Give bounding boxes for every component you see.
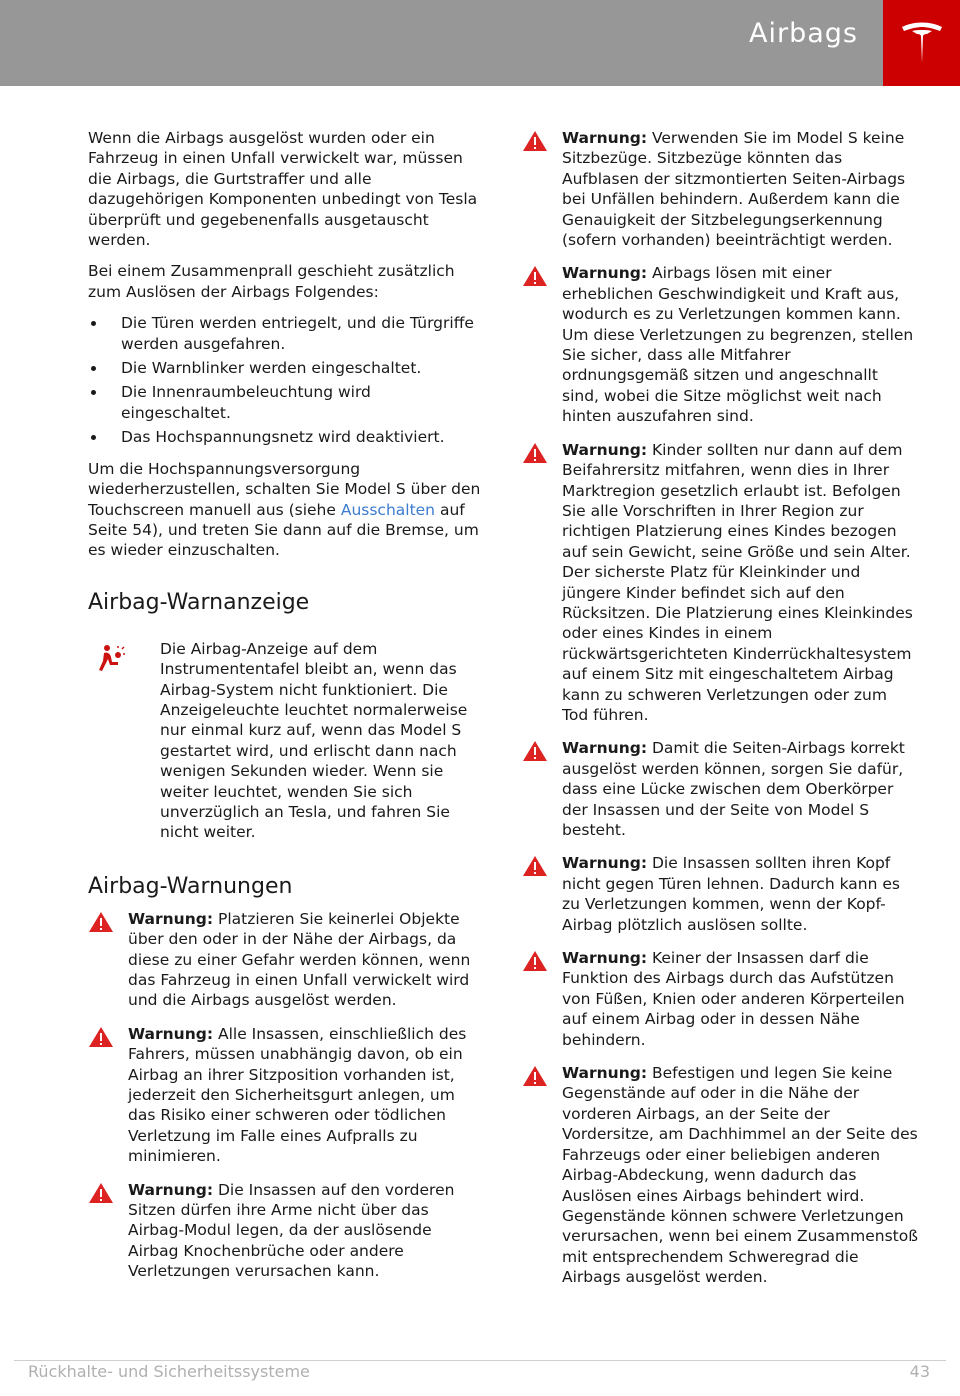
list-item: Das Hochspannungsnetz wird deaktiviert. [88,427,483,447]
warning-label: Warnung: [562,129,648,147]
warning-label: Warnung: [562,949,648,968]
heading-warnungen: Airbag-Warnungen [88,873,293,899]
warning-icon [522,265,548,287]
logo-box [883,0,960,86]
warning-label: Warnung: [562,739,648,758]
right-column [522,128,918,1301]
intro-paragraph: Wenn die Airbags ausgelöst wurden oder ein Fahrzeug in einen Unfall verwickelt war, müssen die Airbags, die Gurtstraffer und alle dazugehörigen Komponenten unbedingt von Tesla überprüft und gegebenenfalls ausgetauscht werden. [88,129,478,250]
heading-warnanzeige: Airbag-Warnanzeige [88,589,310,615]
warning-icon [522,855,548,877]
page-number: 43 [909,1362,930,1381]
warning-text: Befestigen und legen Sie keine Gegenstände auf oder in die Nähe der vorderen Airbags, an der Seite der Vordersitze, am Dachhimmel an der Seite des Fahrzeugs oder einer beliebigen anderen Airbag-Abdeckung, wenn dadurch das Auslösen eines Airbags behindert wird. Gegenstände können schwere Verletzungen verursachen, wenn bei einem Zusammenstoß mit entsprechendem Schweregrad die Airbags ausgelöst werden. [562,1064,919,1287]
footer-section: Rückhalte- und Sicherheitssysteme [28,1362,310,1381]
warning-block [522,128,918,250]
collision-intro: Bei einem Zusammenprall geschieht zusätzlich zum Auslösen der Airbags Folgendes: [88,262,455,301]
warning-block [88,909,483,1011]
list-item: Die Innenraumbeleuchtung wird eingeschaltet. [88,382,483,423]
indicator-block [88,639,483,843]
tesla-logo-icon [900,19,944,67]
collision-list [88,313,483,447]
warning-text: Platzieren Sie keinerlei Objekte über den oder in der Nähe der Airbags, da diese zu einer Gefahr werden können, wenn das Fahrzeug in einen Unfall verwickelt wird und die Airbags ausgelöst werden. [128,909,471,1010]
warning-block [522,440,918,726]
page-title: Airbags [749,18,858,49]
warning-label: Warnung: [128,1024,214,1043]
warning-block [522,853,918,935]
warning-block [88,1024,483,1167]
warning-label: Warnung: [562,854,648,873]
warning-text: Keiner der Insassen darf die Funktion des Airbags durch das Aufstützen von Füßen, Knien oder anderen Körperteilen auf einem Airbag oder in dessen Nähe behindern. [562,949,905,1049]
warning-icon [522,442,548,464]
warning-icon [522,130,548,152]
warning-text: Die Insassen auf den vorderen Sitzen dürfen ihre Arme nicht über das Airbag-Modul legen, da der auslösende Airbag Knochenbrüche oder andere Verletzungen verursachen kann. [128,1180,455,1281]
warning-block [522,738,918,840]
warning-icon [88,911,114,933]
warning-icon [88,1026,114,1048]
warning-text: Kinder sollten nur dann auf dem Beifahrersitz mitfahren, wenn dies in Ihrer Marktregion gesetzlich erlaubt ist. Befolgen Sie alle Vorschriften in Ihrer Region zur richtigen Platzierung eines Kindes bezogen auf sein Gewicht, seine Größe und sein Alter. Der sicherste Platz für Kleinkinder und jüngere Kinder befindet sich auf den Rücksitzen. Die Platzierung eines Kleinkindes oder eines Kindes in einem rückwärtsgerichteten Kinderrückhaltesystem auf einem Sitz mit eingeschaltetem Airbag kann zu schweren Verletzungen oder zum Tod führen. [562,440,913,724]
warning-label: Warnung: [562,440,648,459]
warning-label: Warnung: [128,1180,214,1199]
warning-block [522,263,918,426]
list-item: Die Warnblinker werden eingeschaltet. [88,358,483,378]
restore-text-pre: Um die Hochspannungsversorgung wiederherzustellen, schalten Sie Model S über den Touchscreen manuell aus (siehe [88,459,481,519]
warning-label: Warnung: [128,909,214,928]
warning-text: Damit die Seiten-Airbags korrekt ausgelöst werden können, sorgen Sie dafür, dass eine Lücke zwischen dem Oberkörper der Insassen und der Seite von Model S besteht. [562,739,905,839]
warning-text: Airbags lösen mit einer erheblichen Geschwindigkeit und Kraft aus, wodurch es zu Verletzungen kommen kann. Um diese Verletzungen zu begrenzen, stellen Sie sicher, dass alle Mitfahrer ordnungsgemäß sitzen und angeschnallt sind, wobei die Sitze möglichst weit nach hinten auszufahren sind. [562,264,914,426]
indicator-text: Die Airbag-Anzeige auf dem Instrumententafel bleibt an, wenn das Airbag-System nicht funktioniert. Die Anzeigeleuchte leuchtet normalerweise nur einmal kurz auf, wenn das Model S gestartet wird, und erlischt dann nach wenigen Sekunden wieder. Wenn sie weiter leuchtet, wenden Sie sich unverzüglich an Tesla, und fahren Sie nicht weiter. [160,639,468,842]
restore-paragraph [88,459,483,561]
warning-icon [88,1182,114,1204]
left-column [88,128,483,1295]
ausschalten-link[interactable]: Ausschalten [340,500,436,519]
warning-icon [522,1065,548,1087]
footer-divider [14,1360,946,1361]
list-item: Die Türen werden entriegelt, und die Türgriffe werden ausgefahren. [88,313,483,354]
page-header [0,0,960,86]
restore-text-post: auf Seite 54), und treten Sie dann auf die Bremse, um es wieder einzuschalten. [88,500,479,560]
warning-icon [522,950,548,972]
warning-label: Warnung: [562,264,648,283]
warning-block [522,948,918,1050]
warning-label: Warnung: [562,1064,648,1083]
warning-text: Verwenden Sie im Model S keine Sitzbezüge. Sitzbezüge könnten das Aufblasen der sitzmontierten Seiten-Airbags bei Unfällen behindern. Außerdem kann die Genauigkeit der Sitzbelegungserkennung (sofern vorhanden) beeinträchtigt werden. [562,129,906,250]
warning-block [522,1063,918,1287]
warning-text: Alle Insassen, einschließlich des Fahrers, müssen unabhängig davon, ob ein Airbag an ihrer Sitzposition vorhanden ist, jederzeit den Sicherheitsgurt anlegen, um das Risiko einer schweren oder tödlichen Verletzung im Falle eines Aufpralls zu minimieren. [128,1024,467,1166]
warning-icon [522,740,548,762]
warning-text: Die Insassen sollten ihren Kopf nicht gegen Türen lehnen. Dadurch kann es zu Verletzungen kommen, wenn der Kopf-Airbag plötzlich auslösen sollte. [562,854,900,934]
warning-block [88,1180,483,1282]
airbag-indicator-icon [96,643,126,673]
